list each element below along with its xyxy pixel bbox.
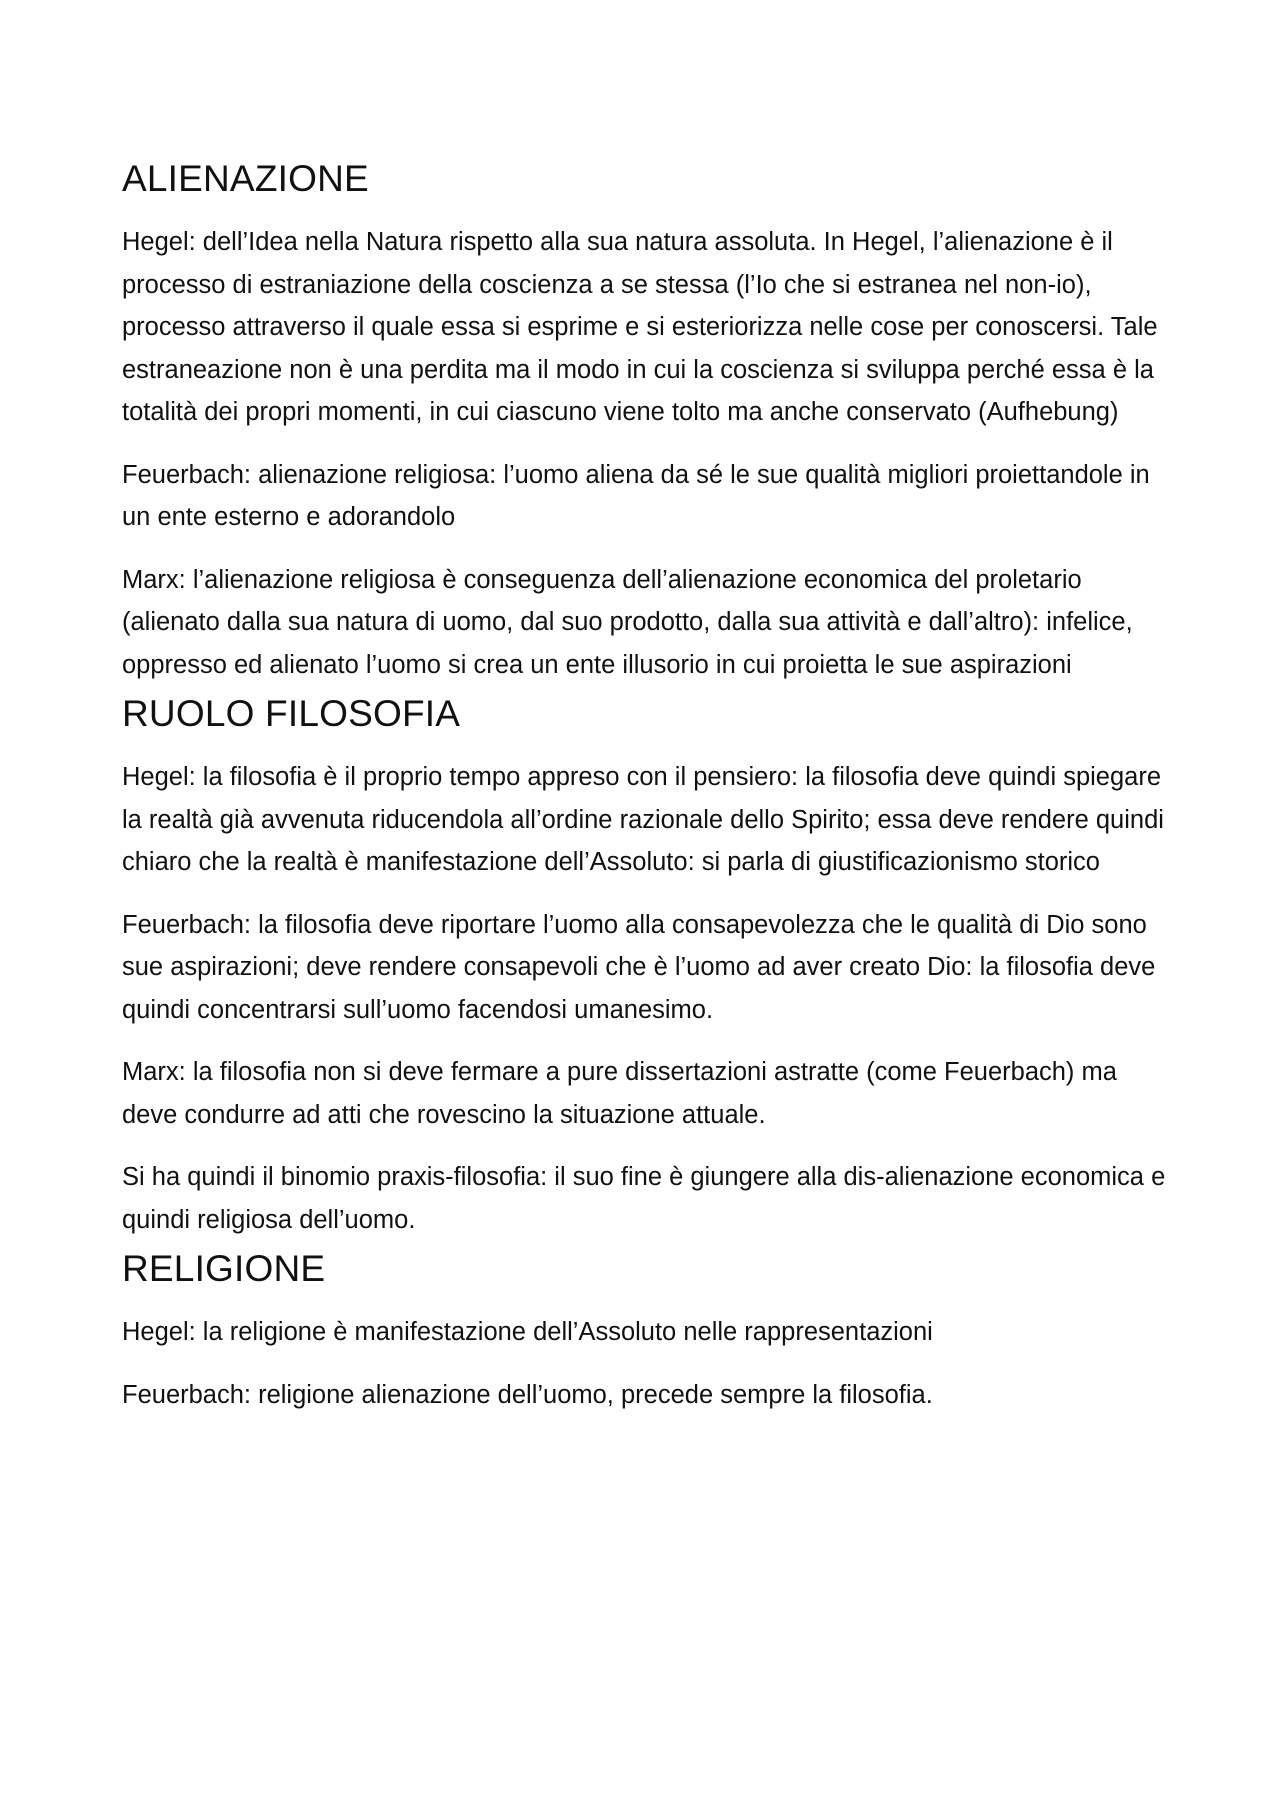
section-heading: RELIGIONE	[122, 1248, 326, 1290]
paragraph-feuerbach: Feuerbach: alienazione religiosa: l’uomo aliena da sé le sue qualità migliori proiettandole in un ente esterno e adorandolo	[122, 460, 1150, 532]
paragraph-hegel: Hegel: la filosofia è il proprio tempo appreso con il pensiero: la filosofia deve quindi spiegare la realtà già avvenuta riducendola all’ordine razionale dello Spirito; essa deve rendere quindi chiaro che la realtà è manifestazione dell’Assoluto: si parla di giustificazionismo storico	[122, 763, 1164, 877]
paragraph-hegel: Hegel: la religione è manifestazione dell’Assoluto nelle rappresentazioni	[122, 1318, 933, 1347]
section-religione	[122, 1245, 1167, 1416]
paragraph-praxis: Si ha quindi il binomio praxis-filosofia: il suo fine è giungere alla dis-alienazione economica e quindi religiosa dell’uomo.	[122, 1163, 1166, 1234]
document-page	[122, 155, 1167, 1436]
section-alienazione	[122, 155, 1167, 686]
section-ruolo-filosofia	[122, 690, 1167, 1241]
paragraph-feuerbach: Feuerbach: la filosofia deve riportare l’uomo alla consapevolezza che le qualità di Dio sono sue aspirazioni; deve rendere consapevoli che è l’uomo ad aver creato Dio: la filosofia deve quindi concentrarsi sull’uomo facendosi umanesimo.	[122, 910, 1156, 1024]
paragraph-marx: Marx: la filosofia non si deve fermare a pure dissertazioni astratte (come Feuerbach) ma deve condurre ad atti che rovescino la situazione attuale.	[122, 1058, 1117, 1129]
paragraph-marx: Marx: l’alienazione religiosa è conseguenza dell’alienazione economica del proletario (alienato dalla sua natura di uomo, dal suo prodotto, dalla sua attività e dall’altro): infelice, oppresso ed alienato l’uomo si crea un ente illusorio in cui proietta le sue aspirazioni	[122, 565, 1133, 679]
paragraph-hegel: Hegel: dell’Idea nella Natura rispetto alla sua natura assoluta. In Hegel, l’alienazione è il processo di estraniazione della coscienza a se stessa (l’Io che si estranea nel non-io), processo attraverso il quale essa si esprime e si esteriorizza nelle cose per conoscersi. Tale estraneazione non è una perdita ma il modo in cui la coscienza si sviluppa perché essa è la totalità dei propri momenti, in cui ciascuno viene tolto ma anche conservato (Aufhebung)	[122, 228, 1158, 427]
paragraph-feuerbach: Feuerbach: religione alienazione dell’uomo, precede sempre la filosofia.	[122, 1380, 933, 1409]
section-heading: RUOLO FILOSOFIA	[122, 693, 461, 735]
section-heading: ALIENAZIONE	[122, 158, 369, 199]
